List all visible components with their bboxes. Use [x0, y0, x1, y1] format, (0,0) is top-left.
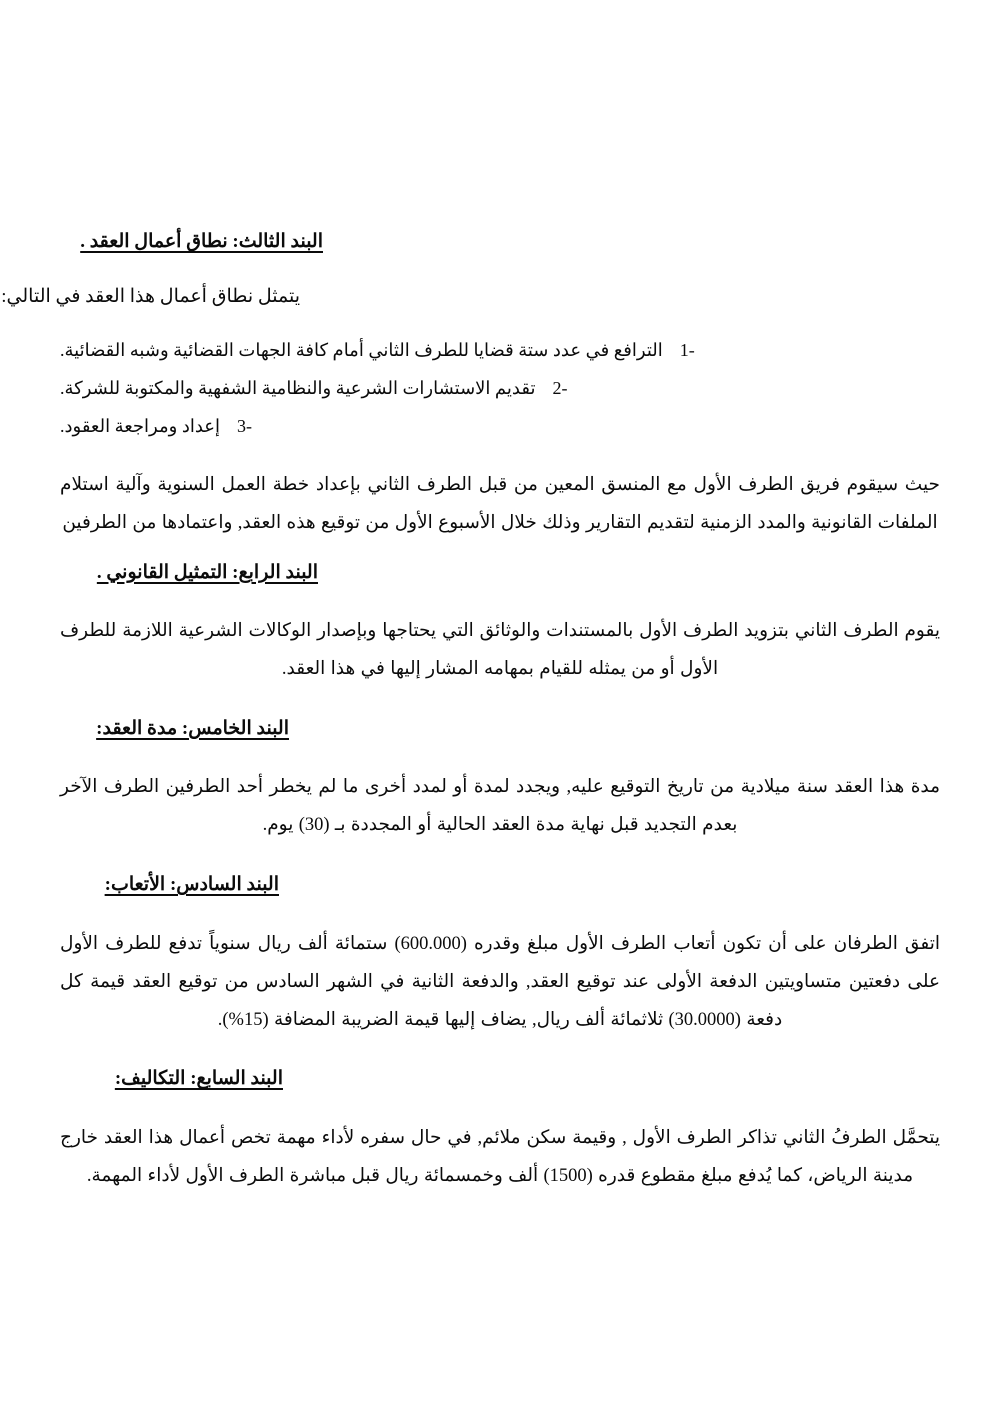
clause-six-heading-text: البند السادس: الأتعاب: [104, 874, 279, 896]
spacer [60, 689, 940, 715]
clause-six-heading-row [60, 871, 940, 900]
clause-three-heading-row [60, 228, 940, 257]
list-item-marker: 1- [679, 340, 695, 360]
spacer [60, 587, 940, 613]
clause-seven-paragraph: يتحمَّل الطرفُ الثاني تذاكر الطرف الأول , وقيمة سكن ملائم, في حال سفره لأداء مهمة تخص أعمال هذا العقد خارج مدينة الرياض، كما يُدفع مبلغ مقطوع قدره (1500) ألف وخمسمائة ريال قبل مباشرة الطرف الأول لأداء المهمة. [60, 1127, 940, 1186]
spacer [60, 900, 940, 926]
clause-three-intro: يتمثل نطاق أعمال هذا العقد في التالي: [1, 285, 300, 307]
clause-five-heading [60, 715, 289, 744]
list-item [60, 337, 940, 365]
clause-four-paragraph: يقوم الطرف الثاني بتزويد الطرف الأول بالمستندات والوثائق التي يحتاجها وبإصدار الوكالات الشرعية اللازمة للطرف الأول أو من يمثله للقيام بمهامه المشار إليها في هذا العقد. [60, 621, 940, 679]
spacer [60, 743, 940, 769]
spacer [60, 311, 940, 337]
clause-five-heading-text: البند الخامس: مدة العقد: [96, 717, 289, 739]
document-body [1, 228, 941, 1196]
clause-five-heading-row [60, 715, 940, 744]
list-item-label: الترافع في عدد ستة قضايا للطرف الثاني أمام كافة الجهات القضائية وشبه القضائية. [60, 340, 663, 360]
list-item [60, 375, 940, 403]
spacer [60, 451, 940, 467]
list-item [60, 413, 940, 441]
clause-four-heading [60, 559, 318, 588]
list-item-marker: 3- [237, 415, 253, 436]
clause-three-paragraph: حيث سيقوم فريق الطرف الأول مع المنسق المعين من قبل الطرف الثاني بإعداد خطة العمل السنوية وآلية استلام الملفات القانونية والمدد الزمنية لتقديم التقارير وذلك خلال الأسبوع الأول من توقيع هذه العقد, واعتمادها من الطرفين [60, 474, 940, 533]
clause-six-heading [60, 871, 279, 900]
clause-seven-heading [60, 1065, 283, 1094]
spacer [60, 1039, 940, 1065]
list-item-label: إعداد ومراجعة العقود. [60, 415, 221, 436]
clause-five-paragraph: مدة هذا العقد سنة ميلادية من تاريخ التوقيع عليه, ويجدد لمدة أو لمدد أخرى ما لم يخطر أحد الطرفين الطرف الآخر بعدم التجديد قبل نهاية مدة العقد الحالية أو المجددة بـ (30) يوم. [60, 777, 941, 836]
clause-six-paragraph: اتفق الطرفان على أن تكون أتعاب الطرف الأول مبلغ وقدره (600.000) ستمائة ألف ريال سنوياً تدفع للطرف الأول على دفعتين متساويتين الدفعة الأولى عند توقيع العقد, والدفعة الثانية في الشهر السادس من توقيع العقد قيمة كل دفعة (30.0000) ثلاثمائة ألف ريال, يضاف إليها قيمة الضريبة المضافة (15%). [60, 933, 940, 1030]
spacer [60, 543, 940, 559]
clause-three-heading [60, 228, 323, 257]
clause-seven-heading-text: البند السابع: التكاليف: [114, 1068, 283, 1090]
spacer [60, 1094, 940, 1120]
clause-four-heading-row [60, 559, 940, 588]
list-item-label: تقديم الاستشارات الشرعية والنظامية الشفهية والمكتوبة للشركة. [60, 377, 536, 398]
spacer [60, 845, 940, 871]
list-item-marker: 2- [552, 377, 568, 398]
clause-seven-heading-row [60, 1065, 940, 1094]
clause-four-heading-text: البند الرابع: التمثيل القانوني . [96, 561, 318, 583]
spacer [60, 257, 940, 283]
clause-three-heading-text: البند الثالث: نطاق أعمال العقد . [80, 231, 323, 252]
scope-of-work-list [60, 337, 940, 441]
